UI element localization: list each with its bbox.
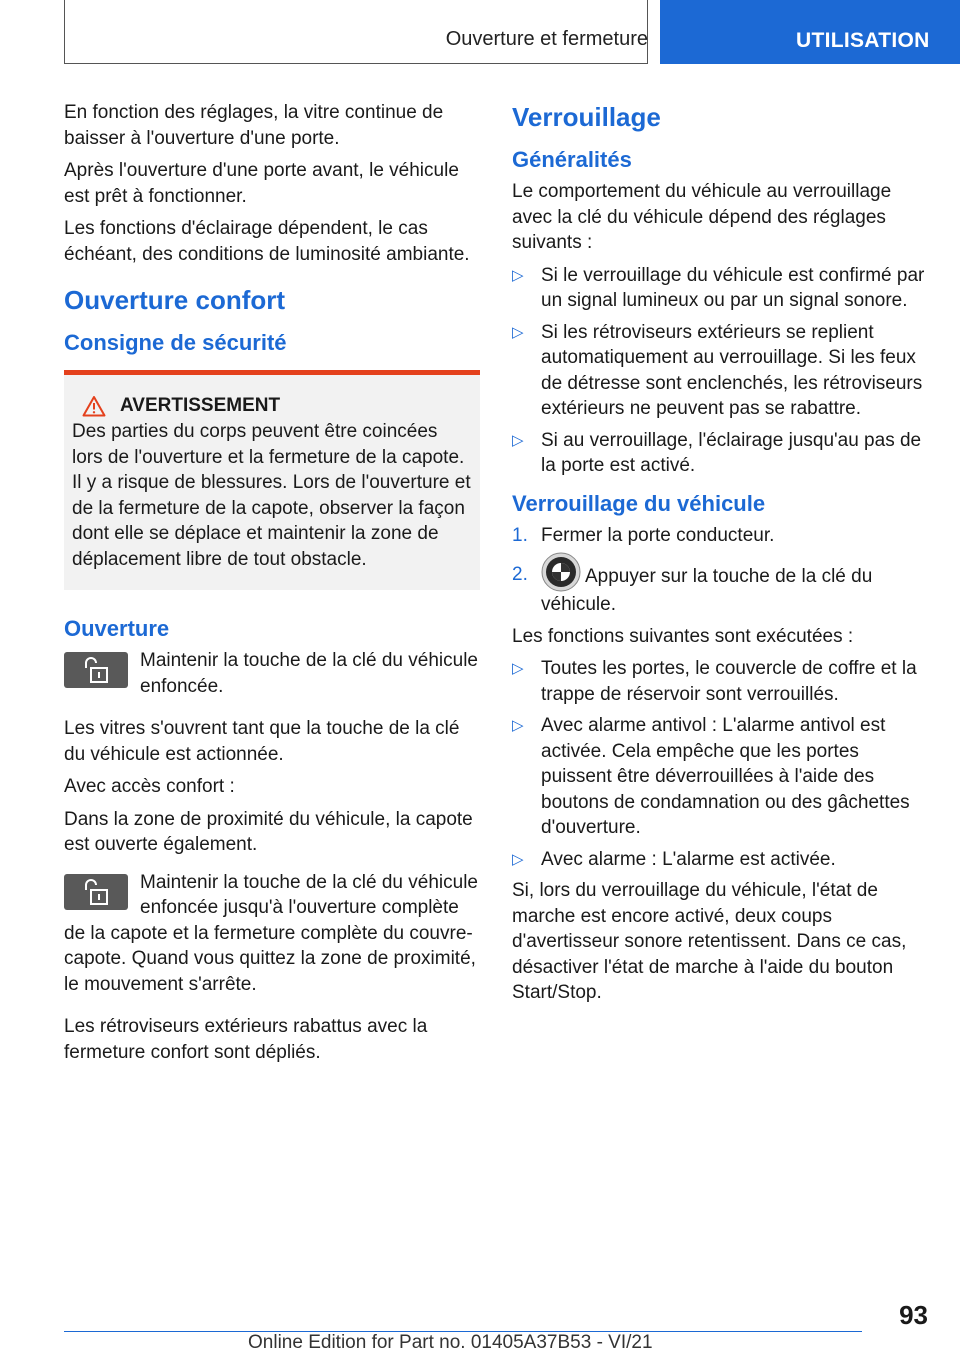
bullet-triangle-icon: ▷	[512, 323, 524, 341]
list-item: ▷ Si au verrouillage, l'éclairage jusqu'au pas de la porte est activé.	[512, 429, 922, 476]
opening-paragraph: Avec accès confort :	[64, 776, 235, 797]
warning-box	[64, 370, 480, 590]
header-section-title: Ouverture et fermeture	[445, 28, 648, 50]
list-item: ▷ Avec alarme antivol : L'alarme antivol est activée. Cela empêche que les portes puissent être déverrouillées à l'aide des boutons de condamnation ou des gâchettes d'ouverture.	[512, 715, 910, 838]
heading-vehicle-locking: Verrouillage du véhicule	[512, 490, 766, 516]
intro-paragraph: Après l'ouverture d'une porte avant, le véhicule est prêt à fonctionner.	[64, 160, 459, 207]
heading-comfort-opening: Ouverture confort	[64, 285, 286, 315]
bullet-triangle-icon: ▷	[512, 266, 524, 284]
heading-safety-note: Consigne de sécurité	[64, 330, 287, 355]
bullet-triangle-icon: ▷	[512, 431, 524, 449]
list-item: ▷ Si les rétroviseurs extérieurs se replient automatiquement au verrouillage. Si les feux de détresse sont enclenchés, les rétroviseurs extérieurs ne peuvent pas se rabattre.	[512, 321, 923, 419]
bullet-triangle-icon: ▷	[512, 850, 524, 868]
header-chapter-tab: UTILISATION	[660, 0, 960, 64]
bullet-triangle-icon: ▷	[512, 660, 524, 677]
step-item: 2. Appuyer sur la touche de la clé du véhicule.	[512, 562, 928, 618]
footer-edition-text: Online Edition for Part no. 01405A37B53 - VI/21	[248, 1332, 653, 1353]
left-column	[64, 100, 480, 1072]
warning-text: Des parties du corps peuvent être coincées lors de l'ouverture et la fermeture de la capote. Il y a risque de blessures. Lors de l'ouverture et de la fermeture de la capote, observer la façon dont elle se déplace et maintenir la zone de déplacement libre de tout obstacle.	[72, 421, 471, 570]
warning-title	[72, 395, 472, 417]
general-paragraph: Le comportement du véhicule au verrouillage avec la clé du véhicule dépend des réglages suivants :	[512, 181, 892, 253]
warning-title-text: AVERTISSEMENT	[120, 395, 281, 416]
horn-paragraph: Si, lors du verrouillage du véhicule, l'état de marche est encore activé, deux coups d'avertisseur sonore retentissent. Dans ce cas, désactiver l'état de marche à l'aide du bouton Start/Stop.	[512, 880, 907, 1003]
key-instruction	[64, 648, 480, 706]
intro-paragraph: Les fonctions d'éclairage dépendent, le cas échéant, des conditions de luminosité ambiante.	[64, 218, 470, 265]
list-item: ▷ Avec alarme : L'alarme est activée.	[512, 847, 928, 873]
list-item: ▷ Toutes les portes, le couvercle de coffre et la trappe de réservoir sont verrouillés.	[512, 658, 917, 705]
step-item: 1. Fermer la porte conducteur.	[512, 524, 775, 546]
page-number: 93	[899, 1300, 928, 1330]
list-item: ▷ Si le verrouillage du véhicule est confirmé par un signal lumineux ou par un signal sonore.	[512, 264, 925, 311]
general-bullet-list	[512, 263, 928, 479]
mirrors-paragraph: Les rétroviseurs extérieurs rabattus avec la fermeture confort sont dépliés.	[64, 1016, 428, 1063]
opening-key-text: Maintenir la touche de la clé du véhicule enfoncée.	[140, 650, 478, 697]
key-instruction	[64, 870, 480, 1005]
bmw-logo-icon	[541, 552, 581, 592]
bullet-triangle-icon: ▷	[512, 717, 524, 734]
warning-triangle-icon	[82, 395, 106, 417]
unlock-key-icon	[64, 874, 128, 910]
intro-paragraph: En fonction des réglages, la vitre continue de baisser à l'ouverture d'une porte.	[64, 102, 444, 149]
key-hold-text: Maintenir la touche de la clé du véhicule enfoncée jusqu'à l'ouverture complète de la capote et la fermeture complète du couvre-capote. Quand vous quittez la zone de proximité, le mouvement s'arrête.	[64, 871, 478, 995]
heading-general: Généralités	[512, 147, 632, 172]
unlock-key-icon	[64, 652, 128, 688]
right-column	[512, 100, 928, 1013]
opening-paragraph: Dans la zone de proximité du véhicule, la capote est ouverte également.	[64, 808, 473, 855]
opening-paragraph: Les vitres s'ouvrent tant que la touche de la clé du véhicule est actionnée.	[64, 718, 460, 765]
steps-list	[512, 523, 928, 618]
functions-bullet-list	[512, 656, 928, 872]
functions-intro: Les fonctions suivantes sont exécutées :	[512, 625, 854, 647]
heading-opening: Ouverture	[64, 616, 170, 641]
heading-locking: Verrouillage	[512, 102, 661, 132]
